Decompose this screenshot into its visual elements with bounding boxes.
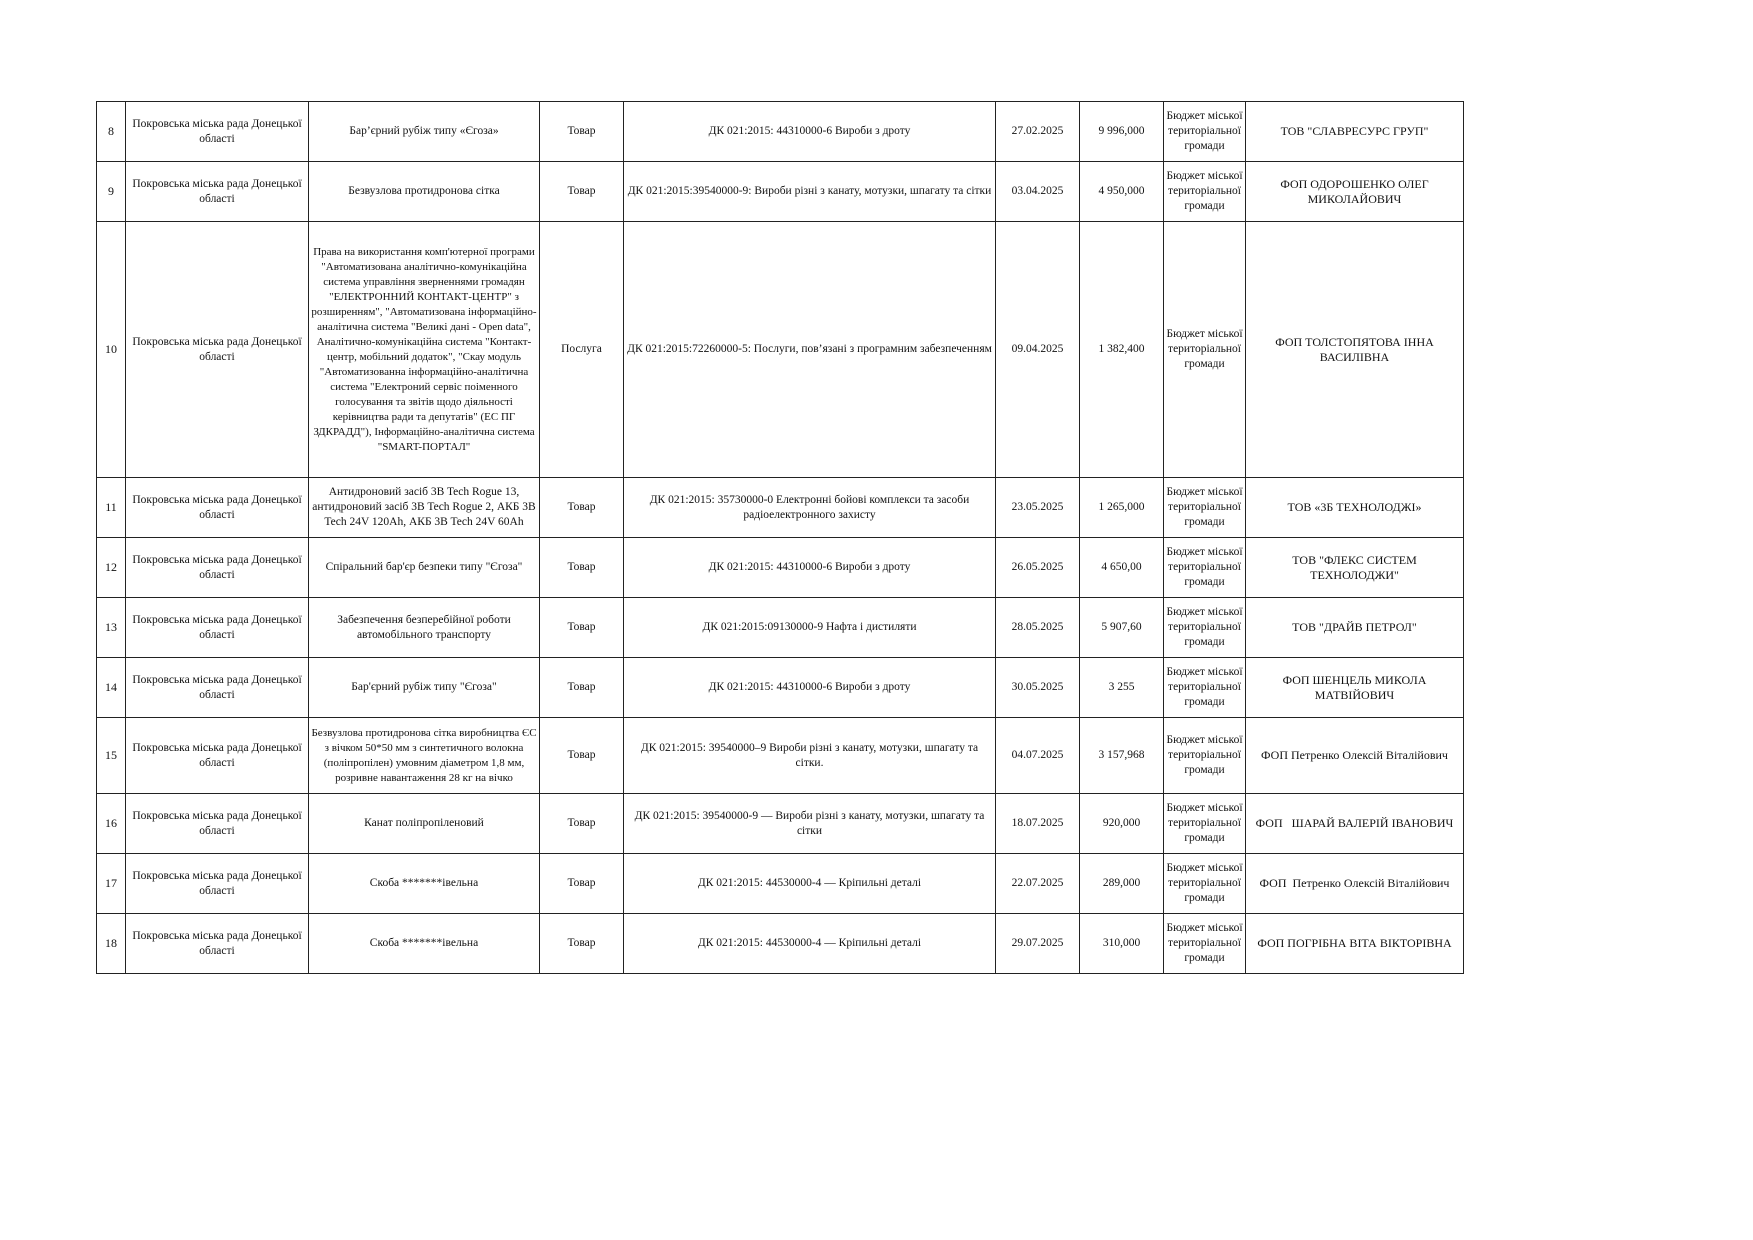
table-row <box>97 162 1464 222</box>
row-number: 12 <box>97 538 126 598</box>
type-cell: Товар <box>540 598 624 658</box>
funding-cell: Бюджет міської територіальної громади <box>1164 658 1246 718</box>
supplier-cell: ФОП ПОГРІБНА ВІТА ВІКТОРІВНА <box>1246 914 1464 974</box>
date-cell: 09.04.2025 <box>996 222 1080 478</box>
type-cell: Товар <box>540 478 624 538</box>
date-cell: 04.07.2025 <box>996 718 1080 794</box>
item-cell: Забезпечення безперебійної роботи автомобільного транспорту <box>309 598 540 658</box>
amount-cell: 1 265,000 <box>1080 478 1164 538</box>
item-cell: Скоба *******івельна <box>309 914 540 974</box>
amount-cell: 1 382,400 <box>1080 222 1164 478</box>
customer-cell: Покровська міська рада Донецької області <box>126 102 309 162</box>
row-number: 11 <box>97 478 126 538</box>
type-cell: Товар <box>540 658 624 718</box>
funding-cell: Бюджет міської територіальної громади <box>1164 478 1246 538</box>
funding-cell: Бюджет міської територіальної громади <box>1164 718 1246 794</box>
table-row <box>97 538 1464 598</box>
item-cell: Спіральний бар'єр безпеки типу "Єгоза" <box>309 538 540 598</box>
funding-cell: Бюджет міської територіальної громади <box>1164 598 1246 658</box>
funding-cell: Бюджет міської територіальної громади <box>1164 914 1246 974</box>
supplier-cell: ФОП ШЕНЦЕЛЬ МИКОЛА МАТВІЙОВИЧ <box>1246 658 1464 718</box>
row-number: 17 <box>97 854 126 914</box>
date-cell: 26.05.2025 <box>996 538 1080 598</box>
customer-cell: Покровська міська рада Донецької області <box>126 478 309 538</box>
item-cell: Права на використання комп'ютерної програми "Автоматизована аналітично-комунікаційна система управління зверненнями громадян "ЕЛЕКТРОННИЙ КОНТАКТ-ЦЕНТР" з розширенням", "Автоматизована інформаційно-аналітична система "Великі дані - Open data", Аналітично-комунікаційна система "Контакт-центр, мобільний додаток", "Скау модуль "Автоматизованна інформаційно-аналітична система "Електроний сервіс поіменного голосування та звітів щодо діяльності керівництва ради та депутатів" (ЕС ПГ ЗДКРАДД"), Інформаційно-аналітична система "SMART-ПОРТАЛ" <box>309 222 540 478</box>
procurement-table <box>96 101 1464 974</box>
table-row <box>97 718 1464 794</box>
row-number: 18 <box>97 914 126 974</box>
row-number: 15 <box>97 718 126 794</box>
date-cell: 23.05.2025 <box>996 478 1080 538</box>
customer-cell: Покровська міська рада Донецької області <box>126 222 309 478</box>
cpv-cell: ДК 021:2015: 35730000-0 Електронні бойові комплекси та засоби радіоелектронного захисту <box>624 478 996 538</box>
type-cell: Товар <box>540 914 624 974</box>
customer-cell: Покровська міська рада Донецької області <box>126 658 309 718</box>
table-row <box>97 598 1464 658</box>
table-row <box>97 222 1464 478</box>
date-cell: 29.07.2025 <box>996 914 1080 974</box>
amount-cell: 4 950,000 <box>1080 162 1164 222</box>
item-cell: Антидроновий засіб 3B Tech Rogue 13, антидроновий засіб 3B Tech Rogue 2, АКБ 3B Tech 24V 120Ah, АКБ 3B Tech 24V 60Ah <box>309 478 540 538</box>
cpv-cell: ДК 021:2015: 39540000-9 — Вироби різні з канату, мотузки, шпагату та сітки <box>624 794 996 854</box>
date-cell: 28.05.2025 <box>996 598 1080 658</box>
supplier-cell: ФОП Петренко Олексій Віталійович <box>1246 718 1464 794</box>
table-row <box>97 478 1464 538</box>
funding-cell: Бюджет міської територіальної громади <box>1164 222 1246 478</box>
date-cell: 18.07.2025 <box>996 794 1080 854</box>
date-cell: 03.04.2025 <box>996 162 1080 222</box>
amount-cell: 5 907,60 <box>1080 598 1164 658</box>
customer-cell: Покровська міська рада Донецької області <box>126 914 309 974</box>
table-body <box>97 102 1464 974</box>
item-cell: Скоба *******івельна <box>309 854 540 914</box>
amount-cell: 289,000 <box>1080 854 1164 914</box>
supplier-cell: ФОП ОДОРОШЕНКО ОЛЕГ МИКОЛАЙОВИЧ <box>1246 162 1464 222</box>
supplier-cell: ФОП ТОЛСТОПЯТОВА ІННА ВАСИЛІВНА <box>1246 222 1464 478</box>
amount-cell: 9 996,000 <box>1080 102 1164 162</box>
amount-cell: 3 255 <box>1080 658 1164 718</box>
supplier-cell: ТОВ "ФЛЕКС СИСТЕМ ТЕХНОЛОДЖИ" <box>1246 538 1464 598</box>
amount-cell: 3 157,968 <box>1080 718 1164 794</box>
supplier-cell: ФОП Петренко Олексій Віталійович <box>1246 854 1464 914</box>
supplier-cell: ТОВ "СЛАВРЕСУРС ГРУП" <box>1246 102 1464 162</box>
customer-cell: Покровська міська рада Донецької області <box>126 718 309 794</box>
type-cell: Товар <box>540 854 624 914</box>
cpv-cell: ДК 021:2015:39540000-9: Вироби різні з канату, мотузки, шпагату та сітки <box>624 162 996 222</box>
type-cell: Товар <box>540 718 624 794</box>
funding-cell: Бюджет міської територіальної громади <box>1164 538 1246 598</box>
customer-cell: Покровська міська рада Донецької області <box>126 794 309 854</box>
type-cell: Товар <box>540 538 624 598</box>
cpv-cell: ДК 021:2015: 44530000-4 — Кріпильні деталі <box>624 914 996 974</box>
supplier-cell: ФОП ШАРАЙ ВАЛЕРІЙ ІВАНОВИЧ <box>1246 794 1464 854</box>
date-cell: 22.07.2025 <box>996 854 1080 914</box>
amount-cell: 310,000 <box>1080 914 1164 974</box>
type-cell: Товар <box>540 162 624 222</box>
supplier-cell: ТОВ "ДРАЙВ ПЕТРОЛ" <box>1246 598 1464 658</box>
table-row <box>97 658 1464 718</box>
row-number: 9 <box>97 162 126 222</box>
cpv-cell: ДК 021:2015: 44310000-6 Вироби з дроту <box>624 102 996 162</box>
cpv-cell: ДК 021:2015:09130000-9 Нафта і дистиляти <box>624 598 996 658</box>
cpv-cell: ДК 021:2015: 44530000-4 — Кріпильні деталі <box>624 854 996 914</box>
type-cell: Послуга <box>540 222 624 478</box>
row-number: 8 <box>97 102 126 162</box>
date-cell: 30.05.2025 <box>996 658 1080 718</box>
customer-cell: Покровська міська рада Донецької області <box>126 162 309 222</box>
table-row <box>97 794 1464 854</box>
cpv-cell: ДК 021:2015:72260000-5: Послуги, пов’язані з програмним забезпеченням <box>624 222 996 478</box>
funding-cell: Бюджет міської територіальної громади <box>1164 854 1246 914</box>
customer-cell: Покровська міська рада Донецької області <box>126 854 309 914</box>
row-number: 14 <box>97 658 126 718</box>
item-cell: Канат поліпропіленовий <box>309 794 540 854</box>
amount-cell: 4 650,00 <box>1080 538 1164 598</box>
table-row <box>97 914 1464 974</box>
cpv-cell: ДК 021:2015: 39540000–9 Вироби різні з канату, мотузки, шпагату та сітки. <box>624 718 996 794</box>
item-cell: Безвузлова протидронова сітка виробництва ЄС з вічком 50*50 мм з синтетичного волокна (поліпропілен) умовним діаметром 1,8 мм, розривне навантаження 28 кг на вічко <box>309 718 540 794</box>
amount-cell: 920,000 <box>1080 794 1164 854</box>
row-number: 10 <box>97 222 126 478</box>
cpv-cell: ДК 021:2015: 44310000-6 Вироби з дроту <box>624 538 996 598</box>
row-number: 13 <box>97 598 126 658</box>
table-row <box>97 102 1464 162</box>
customer-cell: Покровська міська рада Донецької області <box>126 598 309 658</box>
item-cell: Бар’єрний рубіж типу «Єгоза» <box>309 102 540 162</box>
funding-cell: Бюджет міської територіальної громади <box>1164 794 1246 854</box>
funding-cell: Бюджет міської територіальної громади <box>1164 102 1246 162</box>
funding-cell: Бюджет міської територіальної громади <box>1164 162 1246 222</box>
date-cell: 27.02.2025 <box>996 102 1080 162</box>
customer-cell: Покровська міська рада Донецької області <box>126 538 309 598</box>
type-cell: Товар <box>540 102 624 162</box>
table-row <box>97 854 1464 914</box>
type-cell: Товар <box>540 794 624 854</box>
cpv-cell: ДК 021:2015: 44310000-6 Вироби з дроту <box>624 658 996 718</box>
item-cell: Безвузлова протидронова сітка <box>309 162 540 222</box>
row-number: 16 <box>97 794 126 854</box>
supplier-cell: ТОВ «3Б ТЕХНОЛОДЖІ» <box>1246 478 1464 538</box>
item-cell: Бар'єрний рубіж типу "Єгоза" <box>309 658 540 718</box>
